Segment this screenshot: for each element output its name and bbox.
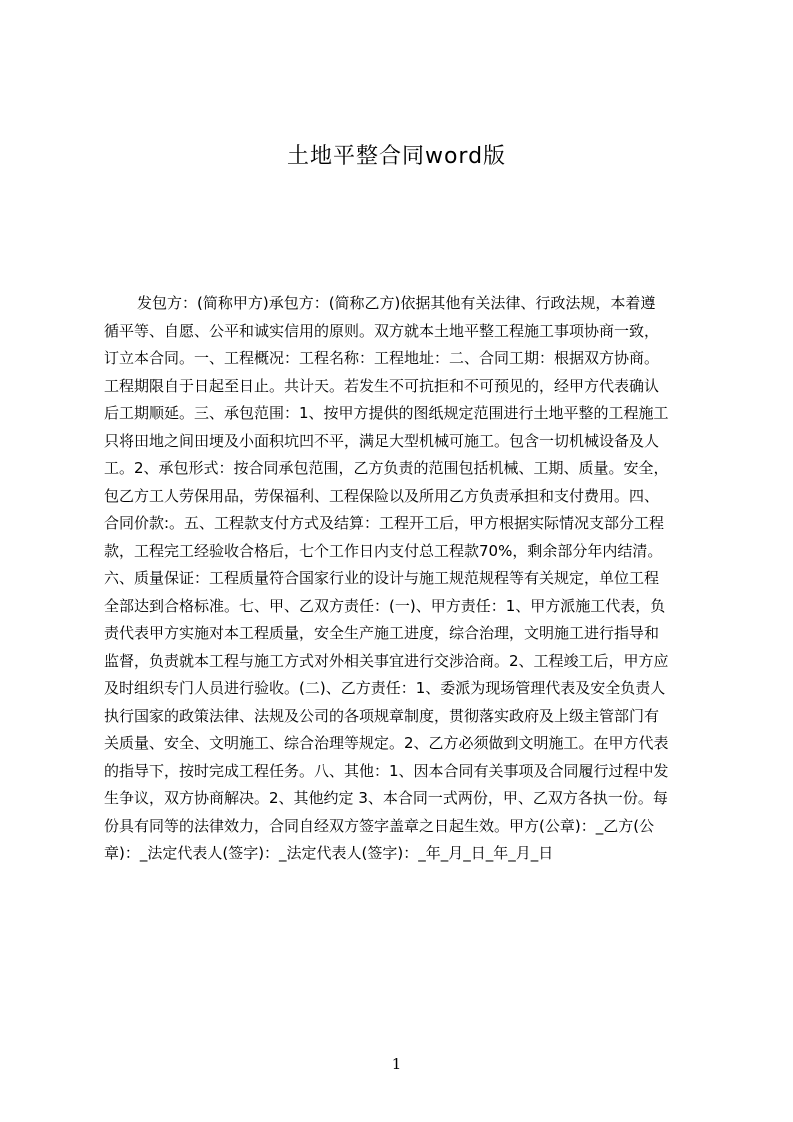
body-line: 只将田地之间田埂及小面积坑凹不平，满足大型机械可施工。包含一切机械设备及人 xyxy=(104,431,660,450)
body-line: 份具有同等的法律效力，合同自经双方签字盖章之日起生效。甲方(公章)：_乙方(公 xyxy=(104,816,655,835)
body-line: 包乙方工人劳保用品，劳保福利、工程保险以及所用乙方负责承担和支付费用。四、 xyxy=(104,486,660,505)
body-line: 循平等、自愿、公平和诚实信用的原则。双方就本土地平整工程施工事项协商一致， xyxy=(104,321,660,340)
body-line: 后工期顺延。三、承包范围：1、按甲方提供的图纸规定范围进行土地平整的工程施工 xyxy=(104,404,669,422)
body-line: 六、质量保证：工程质量符合国家行业的设计与施工规范规程等有关规定，单位工程 xyxy=(104,569,660,587)
page-title: 土地平整合同word版 xyxy=(286,144,507,169)
body-line: 工程期限自于日起至日止。共计天。若发生不可抗拒和不可预见的，经甲方代表确认 xyxy=(104,376,660,395)
body-line: 生争议，双方协商解决。2、其他约定 3、本合同一式两份，甲、乙双方各执一份。每 xyxy=(104,789,668,807)
body-line: 及时组织专门人员进行验收。(二)、乙方责任：1、委派为现场管理代表及安全负责人 xyxy=(104,679,666,697)
body-line: 责代表甲方实施对本工程质量，安全生产施工进度，综合治理，文明施工进行指导和 xyxy=(104,624,660,642)
body-line: 订立本合同。一、工程概况：工程名称：工程地址：二、合同工期：根据双方协商。 xyxy=(104,349,660,367)
body-line: 发包方：(简称甲方)承包方：(简称乙方)依据其他有关法律、行政法规，本着遵 xyxy=(137,294,656,312)
body-line: 工。2、承包形式：按合同承包范围，乙方负责的范围包括机械、工期、质量。安全， xyxy=(104,459,669,477)
body-line: 执行国家的政策法律、法规及公司的各项规章制度，贯彻落实政府及上级主管部门有 xyxy=(104,706,660,725)
body-line: 关质量、安全、文明施工、综合治理等规定。2、乙方必须做到文明施工。在甲方代表 xyxy=(104,734,669,752)
body-line: 全部达到合格标准。七、甲、乙双方责任：(一)、甲方责任：1、甲方派施工代表，负 xyxy=(104,596,666,615)
body-line: 的指导下，按时完成工程任务。八、其他：1、因本合同有关事项及合同履行过程中发 xyxy=(104,761,669,780)
body-line: 章)：_法定代表人(签字)：_法定代表人(签字)：_年_月_日_年_月_日 xyxy=(104,844,554,862)
body-line: 监督，负责就本工程与施工方式对外相关事宜进行交涉洽商。2、工程竣工后，甲方应 xyxy=(104,651,669,670)
page-number: 1 xyxy=(391,1055,402,1073)
body-line: 合同价款:。五、工程款支付方式及结算：工程开工后，甲方根据实际情况支部分工程 xyxy=(104,514,665,532)
body-line: 款，工程完工经验收合格后，七个工作日内支付总工程款70%，剩余部分年内结清。 xyxy=(104,541,663,560)
contract-body xyxy=(104,290,698,868)
